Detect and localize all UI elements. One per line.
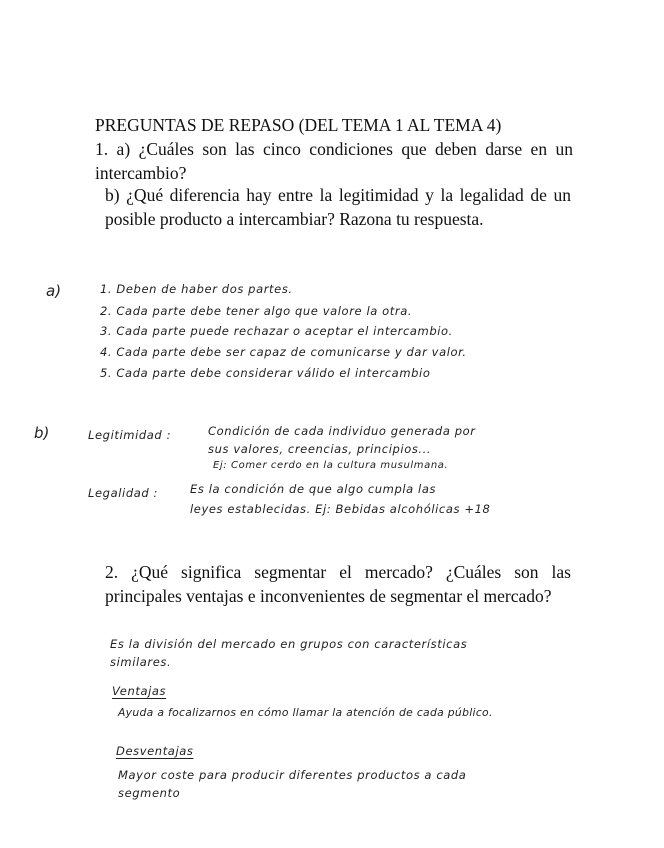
legitimidad-example: Ej: Comer cerdo en la cultura musulmana. [213,460,449,471]
answer-a-item-5: 5. Cada parte debe considerar válido el intercambio [100,366,431,380]
answer-a-item-2: 2. Cada parte debe tener algo que valore la otra. [100,304,413,318]
desventajas-line-2: segmento [118,786,181,800]
page-title: PREGUNTAS DE REPASO (DEL TEMA 1 AL TEMA 4) [95,115,502,135]
desventajas-line-1: Mayor coste para producir diferentes productos a cada [118,768,467,782]
legitimidad-line-2: sus valores, creencias, principios... [208,442,432,456]
answer-2-definition-line-1: Es la división del mercado en grupos con características [110,637,468,651]
ventajas-text: Ayuda a focalizarnos en cómo llamar la atención de cada público. [118,706,493,719]
legalidad-line-2: leyes establecidas. Ej: Bebidas alcohólicas +18 [190,502,491,516]
legalidad-line-1: Es la condición de que algo cumpla las [190,482,437,496]
question-1a: 1. a) ¿Cuáles son las cinco condiciones que deben darse en un intercambio? [95,139,573,183]
answer-a-marker: a) [46,282,62,300]
question-2: 2. ¿Qué significa segmentar el mercado? ¿Cuáles son las principales ventajas e inconvenientes de segmentar el mercado? [105,562,571,606]
answer-a-item-3: 3. Cada parte puede rechazar o aceptar el intercambio. [100,324,453,338]
legalidad-label: Legalidad : [88,486,158,500]
legitimidad-line-1: Condición de cada individuo generada por [208,424,476,438]
answer-a-item-4: 4. Cada parte debe ser capaz de comunicarse y dar valor. [100,345,467,359]
question-1b: b) ¿Qué diferencia hay entre la legitimidad y la legalidad de un posible producto a intercambiar? Razona tu respuesta. [105,185,571,229]
answer-a-item-1: 1. Deben de haber dos partes. [100,282,293,296]
legitimidad-label: Legitimidad : [88,428,172,442]
ventajas-heading: Ventajas [112,684,167,698]
desventajas-heading: Desventajas [116,744,194,758]
answer-2-definition-line-2: similares. [110,655,172,669]
answer-b-marker: b) [34,424,50,442]
